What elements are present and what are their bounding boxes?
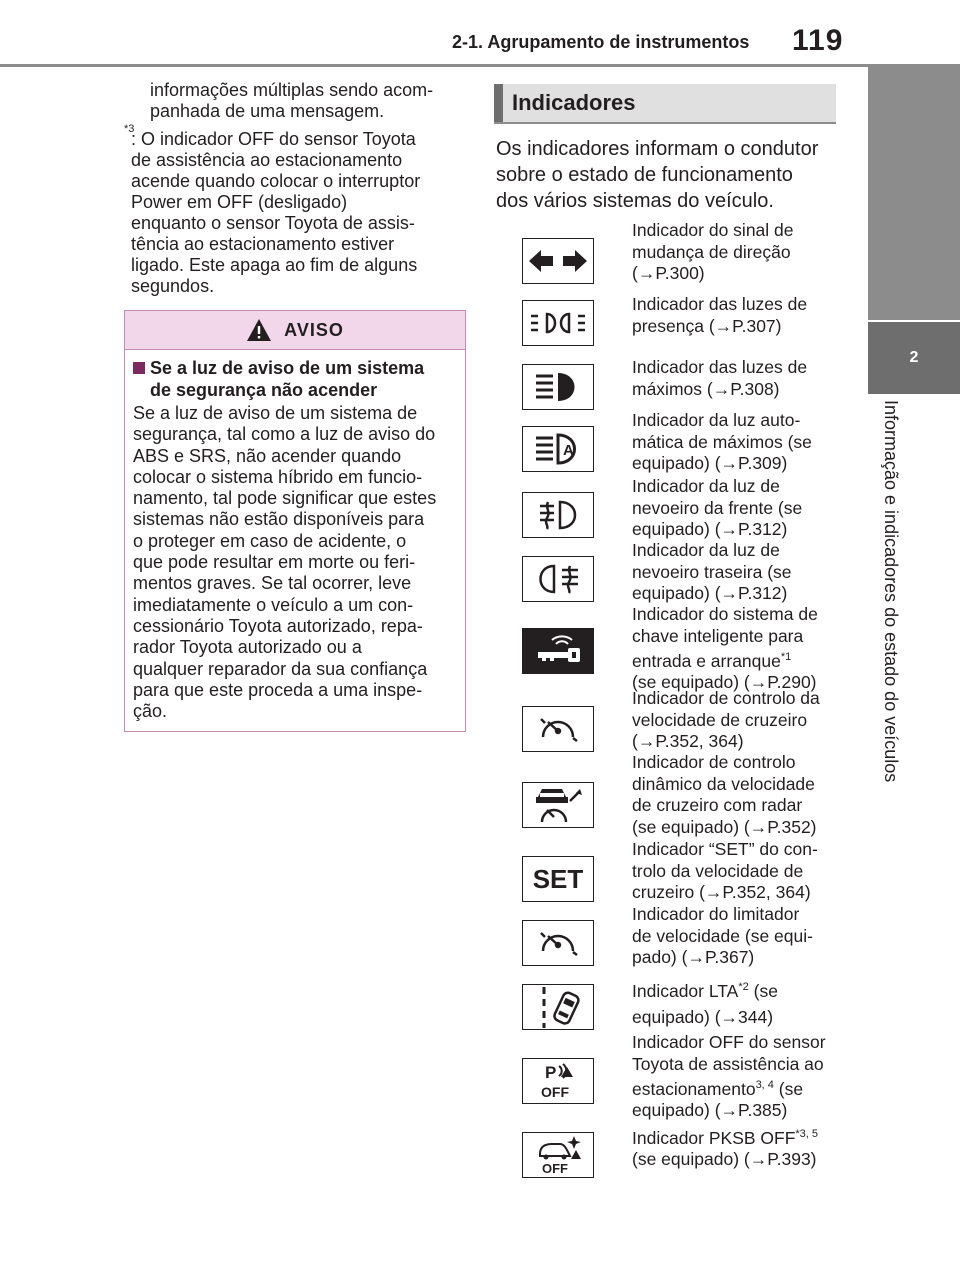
indicators-intro: Os indicadores informam o condutor sobre o estado de funcionamento dos vários sistemas do veículo.: [496, 138, 819, 212]
pksb-off-label: OFF: [542, 1161, 568, 1176]
indicator-text-speed-limiter: Indicador do limitador de velocidade (se equi- pado) (→P.367): [632, 904, 813, 967]
bullet-square-icon: [133, 362, 145, 374]
side-tab-bar: [868, 67, 960, 320]
cruise-control-icon: [522, 706, 594, 752]
chapter-title: Informação e indicadores do estado do veículos: [881, 400, 901, 783]
set-text-icon: [522, 856, 594, 902]
speed-limiter-icon: [522, 920, 594, 966]
pksb-sup: *3, 5: [795, 1128, 819, 1140]
warning-subtitle-text: Se a luz de aviso de um sistema de segurança não acender: [150, 358, 425, 400]
warning-header: [125, 311, 465, 350]
footnote-paragraph: : O indicador OFF do sensor Toyota de assistência ao estacionamento acende quando colocar o interruptor Power em OFF (desligado) enquanto o sensor Toyota de assis- tência ao estacionamento estiver ligado. Este apaga ao fim de alguns segundos.: [131, 129, 421, 296]
parking-p-label: P: [545, 1063, 557, 1082]
rear-fog-light-icon: [522, 556, 594, 602]
pksb-text2: (se equipado) (→P.393): [632, 1149, 817, 1170]
lta-text2: (se equipado) (→344): [632, 980, 778, 1027]
smart-key-sup: *1: [780, 651, 792, 663]
warning-body: Se a luz de aviso de um sistema de segurança, tal como a luz de aviso do ABS e SRS, não acender quando colocar o sistema híbrido em funcio- namento, tal pode significar que estes sistemas não estão disponíveis para o proteger em caso de acidente, o que pode resultar em morte ou feri- mentos graves. Se tal ocorrer, leve imediatamente o veículo a um con- cessionário Toyota autorizado, repa- rador Toyota autorizado ou a qualquer reparador da sua confiança para que este proceda a uma inspe- ção.: [133, 403, 437, 722]
parking-text: Indicador OFF do sensor Toyota de assistência ao estacionamento: [632, 1032, 826, 1099]
warning-box: [124, 310, 466, 732]
parking-sensor-off-icon: [522, 1058, 594, 1104]
indicator-text-radar-cruise: Indicador de controlo dinâmico da velocidade de cruzeiro com radar (se equipado) (→P.352): [632, 752, 817, 837]
indicator-text-auto-high-beam: Indicador da luz auto- mática de máximos (se equipado) (→P.309): [632, 410, 812, 473]
continued-paragraph: informações múltiplas sendo acom- panhada de uma mensagem.: [150, 80, 434, 121]
smart-key-text: Indicador do sistema de chave inteligente para entrada e arranque: [632, 604, 818, 671]
warning-subtitle: [133, 357, 463, 401]
indicator-text-rear-fog: Indicador da luz de nevoeiro traseira (se equipado) (→P.312): [632, 540, 792, 603]
pksb-text: Indicador PKSB OFF: [632, 1127, 796, 1148]
section-title: 2-1. Agrupamento de instrumentos: [452, 32, 750, 52]
indicator-text-pksb: [632, 1124, 842, 1171]
header-rule: [0, 64, 960, 67]
smart-key-icon: [522, 628, 594, 674]
chapter-number-tab: 2: [868, 322, 960, 394]
parking-text2: (se equipado) (→P.385): [632, 1078, 804, 1121]
indicator-text-set: Indicador “SET” do con- trolo da velocidade de cruzeiro (→P.352, 364): [632, 839, 818, 902]
tail-lights-icon: [522, 300, 594, 346]
indicators-title: Indicadores: [512, 90, 636, 115]
radar-cruise-icon: [522, 782, 594, 828]
smart-key-text2: (se equipado) (→P.290): [632, 672, 817, 693]
indicator-text-turn-signal: Indicador do sinal de mudança de direção (→P.300): [632, 220, 794, 283]
lta-text: Indicador LTA: [632, 980, 739, 1001]
indicator-text-tail-lights: Indicador das luzes de presença (→P.307): [632, 294, 808, 336]
svg-text:A: A: [563, 442, 574, 459]
pksb-off-icon: [522, 1132, 594, 1178]
turn-signal-arrows-icon: [522, 238, 594, 284]
indicator-text-high-beam: Indicador das luzes de máximos (→P.308): [632, 357, 808, 399]
warning-triangle-icon: [246, 318, 272, 342]
indicator-text-lta: [632, 974, 842, 1030]
parking-off-label: OFF: [541, 1084, 569, 1100]
lta-sup: *2: [738, 981, 749, 993]
footnote-sup: *3: [124, 123, 135, 135]
indicator-text-smart-key: [632, 604, 842, 694]
page-number: 119: [792, 24, 844, 57]
auto-high-beam-icon: [522, 426, 594, 472]
parking-sup: 3, 4: [755, 1079, 774, 1091]
high-beam-icon: [522, 364, 594, 410]
indicator-text-cruise: Indicador de controlo da velocidade de cruzeiro (→P.352, 364): [632, 688, 820, 751]
indicator-text-parking-sensor: [632, 1032, 842, 1122]
warning-title: AVISO: [284, 319, 344, 340]
front-fog-light-icon: [522, 492, 594, 538]
indicators-section-header: [494, 84, 836, 124]
chapter-title-vertical: [880, 400, 920, 840]
section-header-bar: [494, 84, 503, 122]
indicator-text-front-fog: Indicador da luz de nevoeiro da frente (se equipado) (→P.312): [632, 476, 803, 539]
lane-trace-icon: [522, 984, 594, 1030]
set-label: SET: [532, 863, 584, 894]
